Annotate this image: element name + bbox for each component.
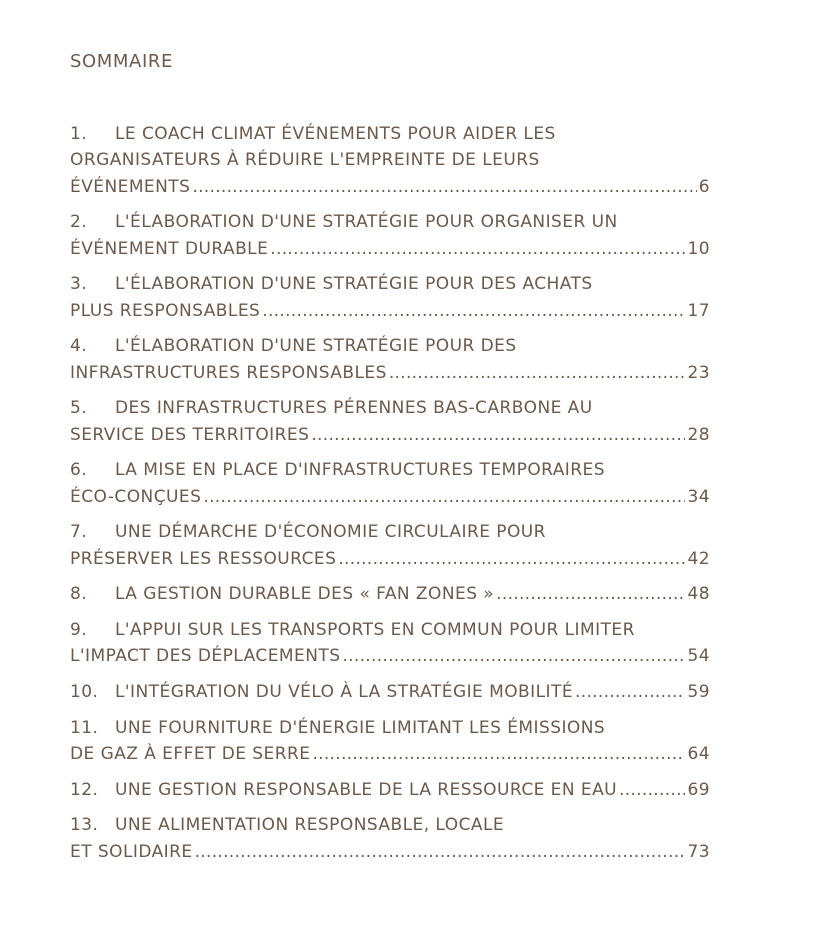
toc-entry-line (70, 546, 710, 572)
toc-entry-title: L'INTÉGRATION DU VÉLO À LA STRATÉGIE MOBILITÉ (115, 681, 574, 702)
toc-entry[interactable] (70, 715, 710, 768)
toc-entry-line (70, 839, 710, 865)
toc-page-number: 17 (687, 300, 710, 321)
toc-page-number: 42 (687, 548, 710, 569)
toc-entry-title: LE COACH CLIMAT ÉVÉNEMENTS POUR AIDER LES (115, 124, 556, 144)
toc-entry-number: 6. (70, 460, 88, 481)
toc-entry-title: PRÉSERVER LES RESSOURCES (70, 548, 337, 569)
toc-entry-line (70, 679, 710, 705)
toc-page-number: 23 (687, 362, 710, 383)
toc-entry[interactable] (70, 333, 710, 386)
toc-entry-number: 5. (70, 398, 88, 419)
toc-entry-title: L'IMPACT DES DÉPLACEMENTS (70, 646, 341, 667)
toc-page-number: 59 (687, 681, 710, 702)
toc-entry-title: SERVICE DES TERRITOIRES (70, 424, 310, 445)
toc-entry-line (70, 812, 710, 838)
toc-entry-line (70, 395, 710, 421)
toc-entry-title: L'APPUI SUR LES TRANSPORTS EN COMMUN POUR LIMITER (115, 619, 635, 640)
toc-entry-line (70, 519, 710, 545)
toc-entry-line (70, 741, 710, 767)
dot-leader (270, 236, 685, 262)
toc-entry-line (70, 333, 710, 359)
toc-entry-title: PLUS RESPONSABLES (70, 300, 261, 321)
toc-entry-line (70, 360, 710, 386)
toc-entry-number: 2. (70, 212, 88, 233)
toc-entry[interactable] (70, 617, 710, 670)
toc-entry-line (70, 715, 710, 741)
toc-entry-title: UNE DÉMARCHE D'ÉCONOMIE CIRCULAIRE POUR (115, 522, 546, 543)
toc-page-number: 34 (687, 486, 710, 507)
toc-entry-number: 12. (70, 779, 99, 800)
toc-entry-line (70, 422, 710, 448)
toc-entry-line (70, 298, 710, 324)
toc-entry-title: LA GESTION DURABLE DES « FAN ZONES » (115, 584, 495, 605)
toc-page-number: 64 (687, 743, 710, 764)
toc-entry-title: DES INFRASTRUCTURES PÉRENNES BAS-CARBONE AU (115, 398, 593, 419)
dot-leader (192, 174, 696, 200)
toc-entry-line (70, 581, 710, 607)
dot-leader (338, 546, 685, 572)
toc-entry-title: ORGANISATEURS À RÉDUIRE L'EMPREINTE DE LEURS (70, 150, 540, 171)
toc-page-number: 28 (687, 424, 710, 445)
toc-entry[interactable] (70, 581, 710, 607)
toc-entry-title: ÉCO-CONÇUES (70, 486, 202, 507)
toc-entry-title: UNE ALIMENTATION RESPONSABLE, LOCALE (115, 815, 505, 836)
toc-entry[interactable] (70, 457, 710, 510)
toc-entry-title: ÉVÉNEMENTS (70, 176, 191, 197)
toc-page-number: 54 (687, 646, 710, 667)
toc-entry-line (70, 777, 710, 803)
toc-entry[interactable] (70, 777, 710, 803)
toc-entry-title: DE GAZ À EFFET DE SERRE (70, 743, 311, 764)
dot-leader (389, 360, 686, 386)
toc-entry[interactable] (70, 271, 710, 324)
toc-entry-line (70, 209, 710, 235)
dot-leader (342, 643, 685, 669)
toc-page-number: 48 (687, 584, 710, 605)
dot-leader (619, 777, 685, 803)
toc-entry-line (70, 236, 710, 262)
dot-leader (262, 298, 685, 324)
toc-entry-line (70, 484, 710, 510)
toc-entry-title: ET SOLIDAIRE (70, 841, 193, 862)
toc-entry-title: L'ÉLABORATION D'UNE STRATÉGIE POUR DES ACHATS (115, 274, 593, 295)
toc-entry-number: 8. (70, 584, 88, 605)
toc-entry-line (70, 643, 710, 669)
toc-entry-title: L'ÉLABORATION D'UNE STRATÉGIE POUR ORGANISER UN (115, 212, 618, 233)
toc-entry-line (70, 121, 710, 147)
toc-entry-line (70, 147, 710, 173)
dot-leader (195, 839, 686, 865)
toc-entry[interactable] (70, 395, 710, 448)
dot-leader (203, 484, 685, 510)
toc-entry-title: UNE GESTION RESPONSABLE DE LA RESSOURCE EN EAU (115, 779, 618, 800)
toc-entry-line (70, 457, 710, 483)
toc-entry[interactable] (70, 209, 710, 262)
toc-entry-line (70, 617, 710, 643)
toc-page-number: 6 (698, 176, 710, 197)
toc-entry-title: LA MISE EN PLACE D'INFRASTRUCTURES TEMPORAIRES (115, 460, 605, 481)
toc-entry-number: 11. (70, 717, 99, 738)
toc-entry[interactable] (70, 679, 710, 705)
dot-leader (311, 422, 685, 448)
toc-entry-title: L'ÉLABORATION D'UNE STRATÉGIE POUR DES (115, 336, 517, 357)
toc-entry[interactable] (70, 519, 710, 572)
toc-entry-number: 13. (70, 815, 99, 836)
toc-entry[interactable] (70, 121, 710, 200)
dot-leader (575, 679, 685, 705)
toc-entry-number: 10. (70, 681, 99, 702)
toc-page-number: 10 (687, 238, 710, 259)
toc-entry-title: UNE FOURNITURE D'ÉNERGIE LIMITANT LES ÉMISSIONS (115, 717, 606, 738)
toc-entry[interactable] (70, 812, 710, 865)
toc-page-number: 73 (687, 841, 710, 862)
dot-leader (312, 741, 685, 767)
toc-heading: SOMMAIRE (70, 51, 173, 72)
dot-leader (496, 581, 685, 607)
toc-entry-title: ÉVÉNEMENT DURABLE (70, 238, 269, 259)
toc-entry-number: 7. (70, 522, 88, 543)
toc-entry-line (70, 271, 710, 297)
toc-page-number: 69 (687, 779, 710, 800)
toc-entry-number: 1. (70, 124, 88, 144)
toc-entry-title: INFRASTRUCTURES RESPONSABLES (70, 362, 387, 383)
toc-entry-number: 9. (70, 619, 88, 640)
table-of-contents (70, 121, 710, 874)
toc-entry-number: 4. (70, 336, 88, 357)
toc-entry-line (70, 174, 710, 200)
toc-entry-number: 3. (70, 274, 88, 295)
